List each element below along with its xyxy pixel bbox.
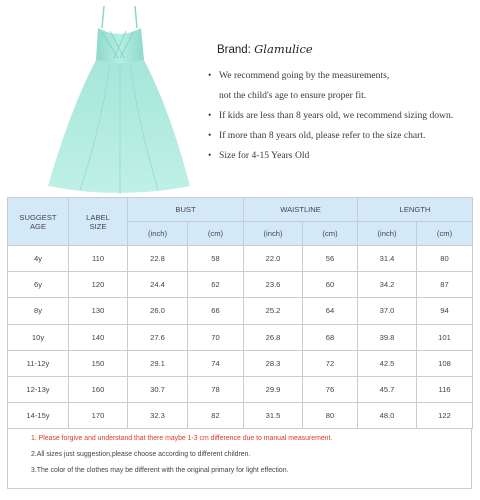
- table-cell: 87: [417, 272, 473, 298]
- table-cell: 32.3: [128, 402, 188, 428]
- note-line: • If kids are less than 8 years old, we recommend sizing down.: [208, 106, 476, 126]
- note-line: not the child's age to ensure proper fit.: [219, 90, 367, 101]
- table-cell: 24.4: [128, 272, 188, 298]
- table-cell: 58: [188, 246, 244, 272]
- table-cell: 29.1: [128, 350, 188, 376]
- header-unit-inch: (inch): [358, 222, 417, 246]
- header-bust: BUST: [128, 198, 244, 222]
- table-cell: 110: [69, 246, 128, 272]
- table-cell: 76: [303, 376, 358, 402]
- brand-line: [217, 42, 313, 56]
- table-cell: 80: [303, 402, 358, 428]
- fit-notes: [208, 66, 476, 166]
- table-cell: 78: [188, 376, 244, 402]
- bullet: •: [208, 110, 212, 121]
- table-cell: 26.0: [128, 298, 188, 324]
- table-cell: 28.3: [244, 350, 303, 376]
- table-cell: 37.0: [358, 298, 417, 324]
- table-cell: 6y: [8, 272, 69, 298]
- table-cell: 122: [417, 402, 473, 428]
- table-cell: 116: [417, 376, 473, 402]
- table-cell: 10y: [8, 324, 69, 350]
- table-cell: 64: [303, 298, 358, 324]
- table-cell: 4y: [8, 246, 69, 272]
- table-cell: 108: [417, 350, 473, 376]
- bullet: •: [208, 130, 212, 141]
- header-suggest-age: SUGGEST AGE: [8, 198, 69, 246]
- table-cell: 8y: [8, 298, 69, 324]
- table-cell: 26.8: [244, 324, 303, 350]
- table-row: [8, 324, 473, 350]
- table-cell: 60: [303, 272, 358, 298]
- dress-image: [40, 0, 195, 200]
- header-length: LENGTH: [358, 198, 473, 222]
- table-cell: 39.8: [358, 324, 417, 350]
- header-unit-cm: (cm): [303, 222, 358, 246]
- note-line: • If more than 8 years old, please refer to the size chart.: [208, 126, 476, 146]
- table-cell: 94: [417, 298, 473, 324]
- bullet: •: [208, 70, 212, 81]
- note-line: • Size for 4-15 Years Old: [208, 146, 476, 166]
- size-chart-table: [7, 197, 473, 429]
- table-row: [8, 350, 473, 376]
- table-cell: 160: [69, 376, 128, 402]
- brand-name: Glamulice: [254, 42, 313, 56]
- table-cell: 130: [69, 298, 128, 324]
- table-cell: 70: [188, 324, 244, 350]
- table-cell: 74: [188, 350, 244, 376]
- table-cell: 140: [69, 324, 128, 350]
- table-cell: 68: [303, 324, 358, 350]
- table-cell: 45.7: [358, 376, 417, 402]
- table-cell: 72: [303, 350, 358, 376]
- header-waistline: WAISTLINE: [244, 198, 358, 222]
- brand-label: Brand:: [217, 44, 251, 56]
- table-cell: 101: [417, 324, 473, 350]
- footer-notes: [7, 429, 472, 489]
- table-cell: 62: [188, 272, 244, 298]
- header-unit-cm: (cm): [417, 222, 473, 246]
- table-cell: 120: [69, 272, 128, 298]
- table-cell: 27.6: [128, 324, 188, 350]
- note-line: • We recommend going by the measurements,: [208, 66, 476, 86]
- table-cell: 170: [69, 402, 128, 428]
- table-cell: 34.2: [358, 272, 417, 298]
- bullet: •: [208, 150, 212, 161]
- table-cell: 66: [188, 298, 244, 324]
- table-cell: 25.2: [244, 298, 303, 324]
- table-cell: 82: [188, 402, 244, 428]
- header-unit-inch: (inch): [128, 222, 188, 246]
- table-cell: 23.6: [244, 272, 303, 298]
- table-cell: 48.0: [358, 402, 417, 428]
- table-cell: 29.9: [244, 376, 303, 402]
- table-row: [8, 376, 473, 402]
- table-cell: 80: [417, 246, 473, 272]
- footer-note: 2.All sizes just suggestion,please choose according to different children.: [31, 451, 251, 458]
- table-row: [8, 298, 473, 324]
- header-unit-cm: (cm): [188, 222, 244, 246]
- table-cell: 31.5: [244, 402, 303, 428]
- table-cell: 42.5: [358, 350, 417, 376]
- table-cell: 56: [303, 246, 358, 272]
- footer-note-warning: 1. Please forgive and understand that there maybe 1-3 cm difference due to manual measurement.: [31, 435, 333, 442]
- table-cell: 30.7: [128, 376, 188, 402]
- table-row: [8, 402, 473, 428]
- header-unit-inch: (inch): [244, 222, 303, 246]
- table-row: [8, 272, 473, 298]
- table-row: [8, 246, 473, 272]
- header-label-size: LABEL SIZE: [69, 198, 128, 246]
- table-cell: 31.4: [358, 246, 417, 272]
- table-cell: 150: [69, 350, 128, 376]
- table-cell: 12-13y: [8, 376, 69, 402]
- table-cell: 11-12y: [8, 350, 69, 376]
- footer-note: 3.The color of the clothes may be different with the original primary for light effection.: [31, 467, 289, 474]
- table-cell: 22.8: [128, 246, 188, 272]
- table-cell: 14-15y: [8, 402, 69, 428]
- table-cell: 22.0: [244, 246, 303, 272]
